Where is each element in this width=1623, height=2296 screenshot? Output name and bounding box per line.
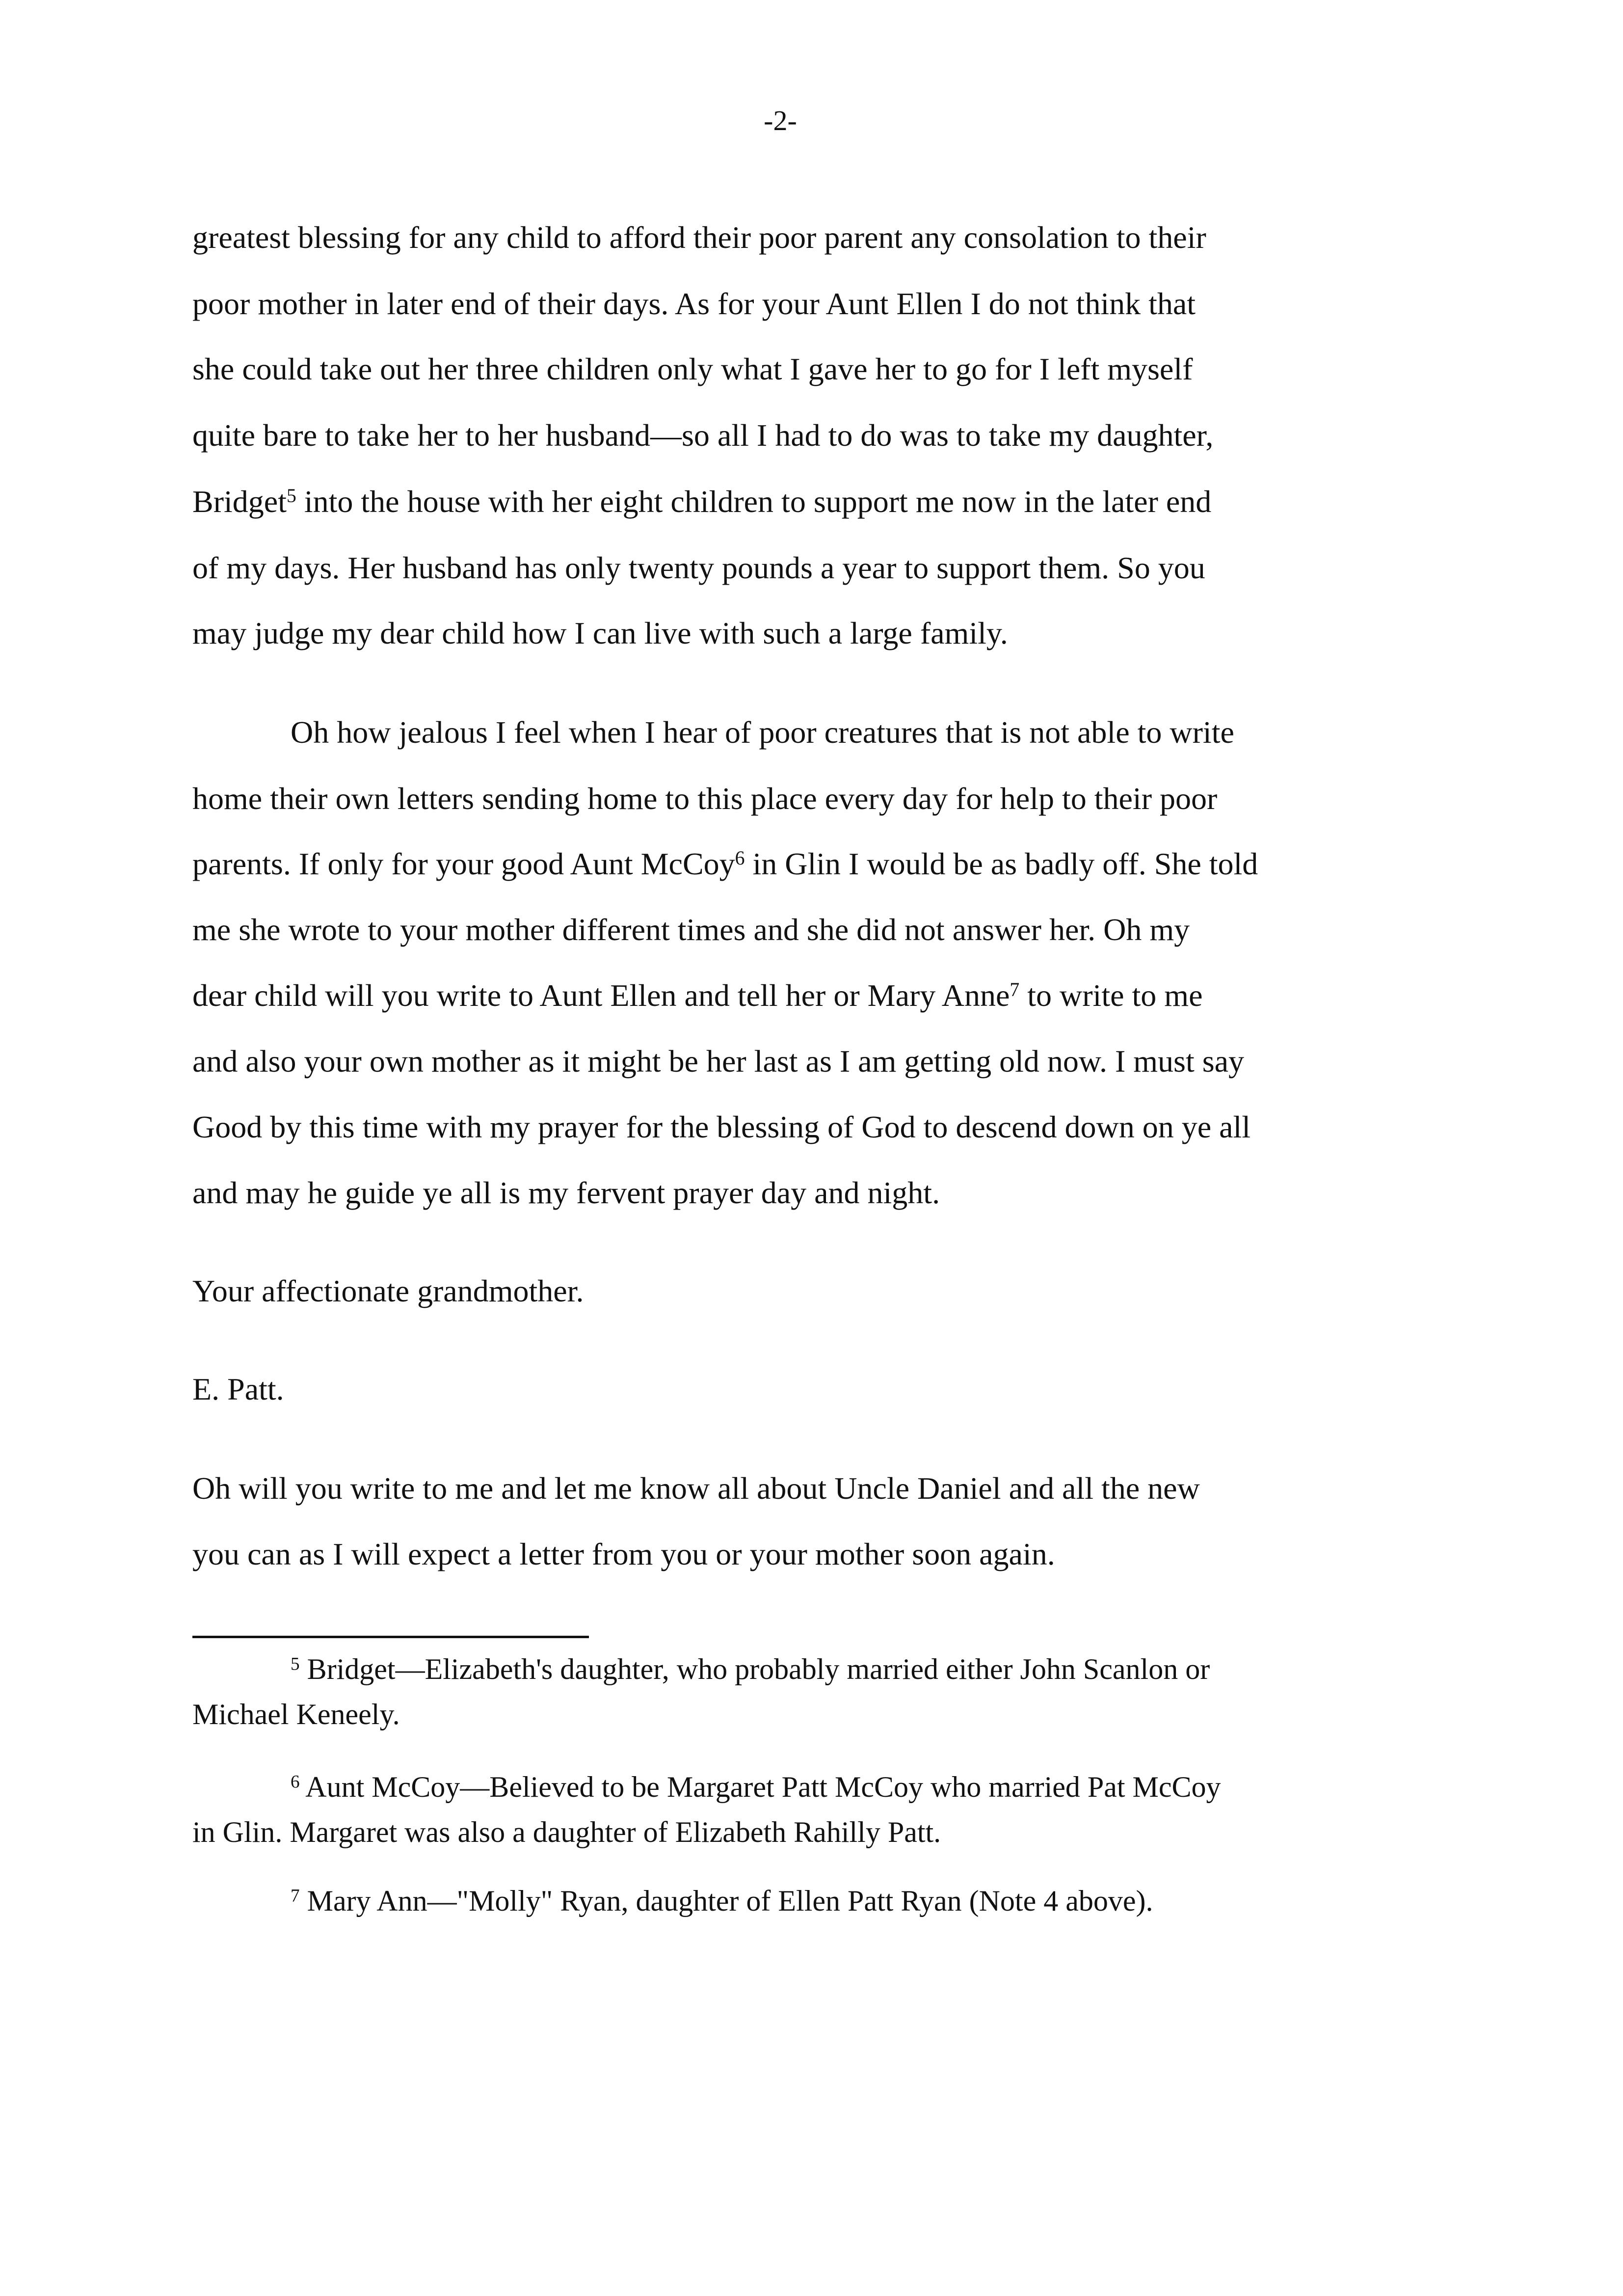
- footnote-ref-6: 6: [735, 847, 745, 869]
- footnote-5: [291, 1654, 1210, 1684]
- footnote-text: Bridget—Elizabeth's daughter, who probably married either John Scanlon or: [307, 1653, 1210, 1685]
- text-line: and may he guide ye all is my fervent prayer day and night.: [192, 1175, 940, 1210]
- text-span: parents. If only for your good Aunt McCoy: [192, 846, 735, 881]
- text-line: quite bare to take her to her husband—so all I had to do was to take my daughter,: [192, 418, 1214, 453]
- footnote-number: 6: [291, 1772, 300, 1792]
- footnote-ref-7: 7: [1010, 979, 1020, 1001]
- text-line: me she wrote to your mother different times and she did not answer her. Oh my: [192, 912, 1190, 947]
- footnote-6: [291, 1772, 1221, 1802]
- text-line: greatest blessing for any child to afford their poor parent any consolation to their: [192, 220, 1206, 255]
- footnote-number: 5: [291, 1654, 300, 1675]
- text-line: poor mother in later end of their days. As for your Aunt Ellen I do not think that: [192, 286, 1196, 321]
- footnote-text: Mary Ann—"Molly" Ryan, daughter of Ellen Patt Ryan (Note 4 above).: [307, 1885, 1153, 1917]
- footnote-text: Aunt McCoy—Believed to be Margaret Patt McCoy who married Pat McCoy: [305, 1771, 1221, 1803]
- text-span: in Glin I would be as badly off. She told: [745, 846, 1258, 881]
- page-number: -2-: [764, 105, 797, 136]
- text-line: you can as I will expect a letter from you or your mother soon again.: [192, 1537, 1055, 1571]
- signature: E. Patt.: [192, 1372, 284, 1406]
- text-line: Oh how jealous I feel when I hear of poor creatures that is not able to write: [291, 715, 1234, 750]
- text-line: and also your own mother as it might be her last as I am getting old now. I must say: [192, 1044, 1245, 1079]
- text-line: home their own letters sending home to this place every day for help to their poor: [192, 781, 1218, 816]
- footnote-ref-5: 5: [286, 485, 296, 507]
- text-line: may judge my dear child how I can live with such a large family.: [192, 616, 1008, 650]
- text-line: of my days. Her husband has only twenty pounds a year to support them. So you: [192, 550, 1205, 585]
- text-span: Bridget: [192, 484, 287, 519]
- footnote-divider: [192, 1636, 589, 1638]
- text-span: dear child will you write to Aunt Ellen and tell her or Mary Anne: [192, 978, 1010, 1013]
- footnote-6-cont: in Glin. Margaret was also a daughter of Elizabeth Rahilly Patt.: [192, 1816, 941, 1848]
- text-line: [192, 486, 1211, 517]
- text-line: [192, 848, 1258, 880]
- closing: Your affectionate grandmother.: [192, 1273, 584, 1308]
- footnote-5-cont: Michael Keneely.: [192, 1698, 400, 1730]
- text-line: [192, 980, 1202, 1011]
- text-span: into the house with her eight children to support me now in the later end: [296, 484, 1212, 519]
- text-line: Oh will you write to me and let me know all about Uncle Daniel and all the new: [192, 1471, 1200, 1506]
- footnote-number: 7: [291, 1886, 300, 1906]
- text-line: Good by this time with my prayer for the blessing of God to descend down on ye all: [192, 1109, 1251, 1144]
- text-line: she could take out her three children only what I gave her to go for I left myself: [192, 351, 1193, 386]
- footnote-7: [291, 1886, 1153, 1916]
- text-span: to write to me: [1019, 978, 1203, 1013]
